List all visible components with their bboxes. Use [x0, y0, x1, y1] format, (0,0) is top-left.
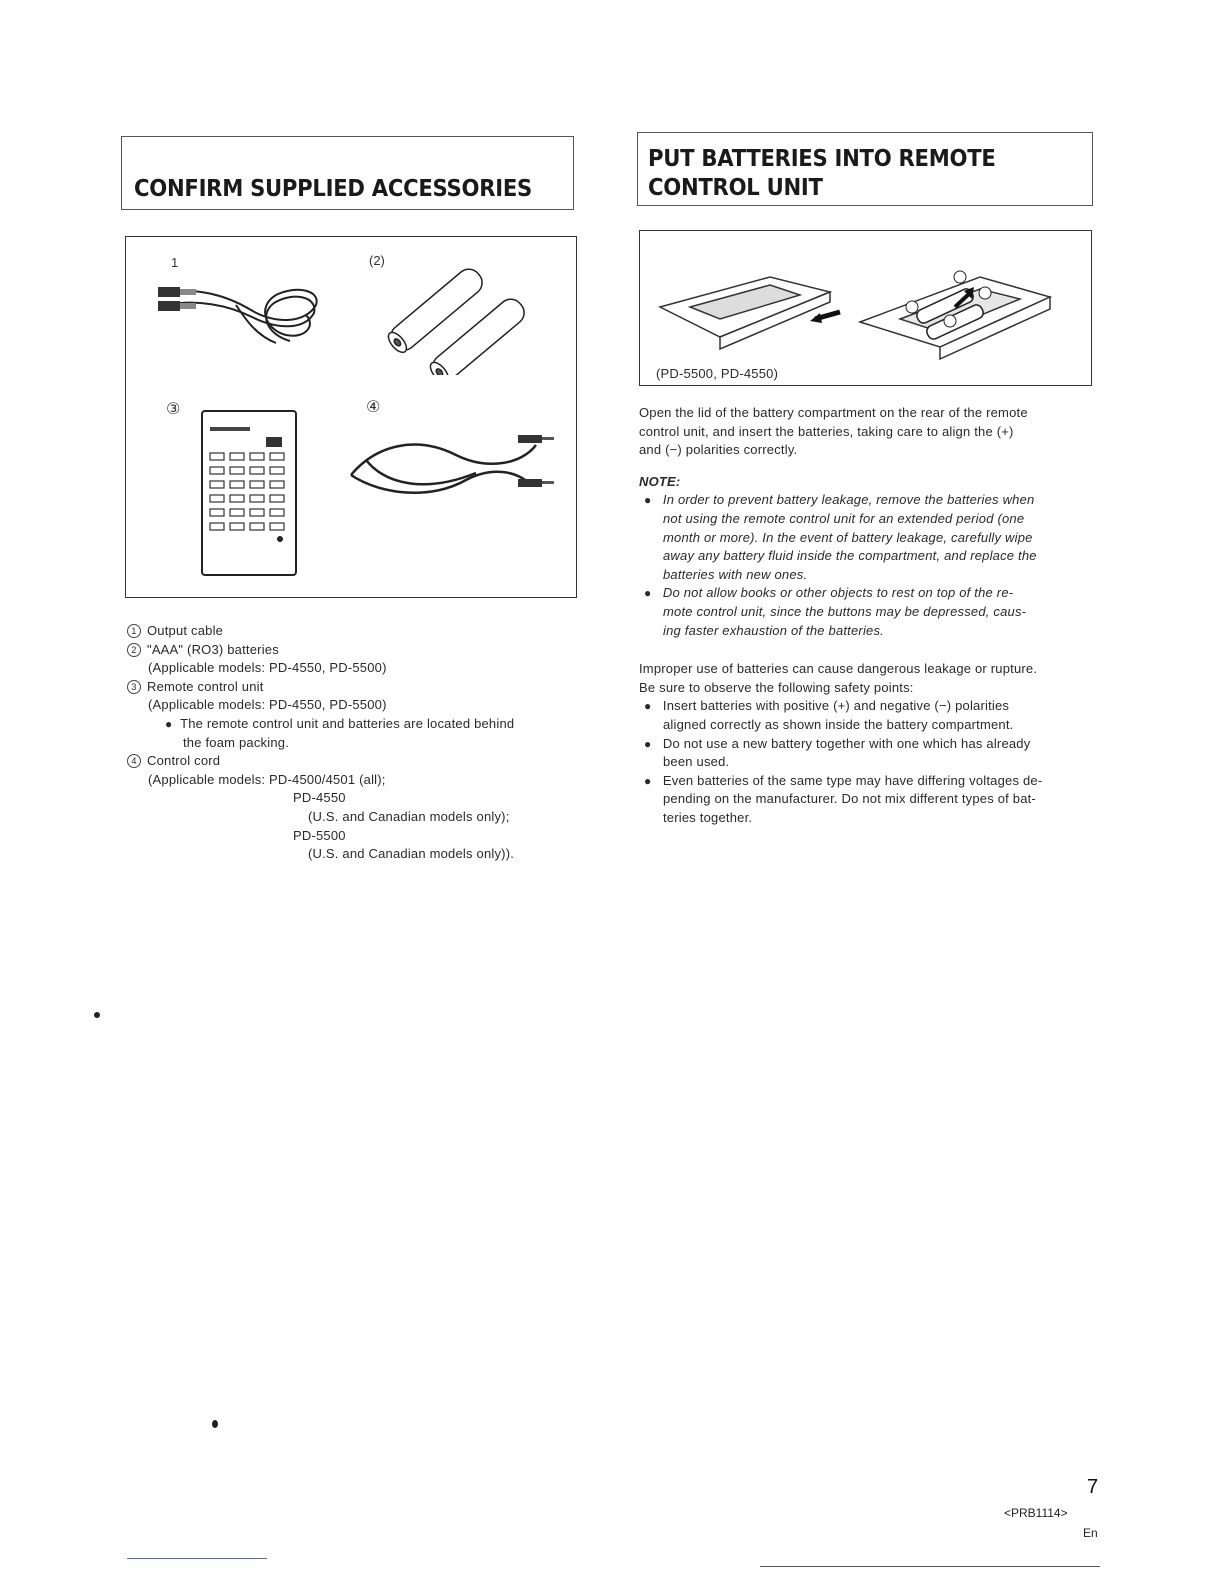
- intro-line: and (−) polarities correctly.: [639, 442, 798, 458]
- language-code: En: [1083, 1526, 1098, 1540]
- safety-line: teries together.: [663, 809, 753, 825]
- bullet-icon: ●: [644, 493, 652, 508]
- accessory-list: [127, 622, 587, 864]
- document-code: <PRB1114>: [1004, 1506, 1068, 1520]
- page-number: 7: [1087, 1476, 1099, 1498]
- right-heading-line1: PUT BATTERIES INTO REMOTE: [648, 146, 996, 172]
- figure-label-2: (2): [369, 253, 385, 268]
- note-line: batteries with new ones.: [663, 566, 808, 582]
- bottom-rule: [127, 1558, 267, 1559]
- list-item: (U.S. and Canadian models only)).: [308, 846, 515, 862]
- battery-compartment-illustration: [650, 237, 1080, 367]
- list-item-text: "AAA" (RO3) batteries: [147, 641, 279, 657]
- list-item-text: Remote control unit: [147, 678, 264, 694]
- note-line: ● Do not allow books or other objects to rest on top of the re-: [644, 585, 1014, 601]
- note-line: ing faster exhaustion of the batteries.: [663, 622, 884, 638]
- note-line: month or more). In the event of battery leakage, carefully wipe: [663, 529, 1033, 545]
- list-item-text: Output cable: [147, 623, 224, 638]
- bullet-icon: ●: [644, 586, 652, 601]
- list-item: [127, 715, 587, 734]
- remote-control-illustration: [200, 409, 300, 579]
- figure-label-4: ④: [366, 399, 381, 416]
- list-item: PD-4550: [293, 790, 346, 806]
- list-item: [127, 622, 587, 641]
- safety-line: ● Even batteries of the same type may have differing voltages de-: [644, 772, 1043, 788]
- right-heading-line2: CONTROL UNIT: [648, 175, 823, 201]
- output-cable-illustration: [156, 265, 326, 355]
- number-badge-4: 4: [127, 754, 141, 768]
- list-item: [127, 678, 587, 697]
- batteries-illustration: [366, 255, 536, 375]
- left-heading: CONFIRM SUPPLIED ACCESSORIES: [134, 176, 533, 202]
- list-item: (U.S. and Canadian models only);: [308, 808, 510, 824]
- number-badge-3: 3: [127, 680, 141, 694]
- safety-line: pending on the manufacturer. Do not mix different types of bat-: [663, 791, 1036, 807]
- safety-intro-line: Be sure to observe the following safety points:: [639, 679, 914, 695]
- list-item: (Applicable models: PD-4550, PD-5500): [148, 660, 387, 676]
- number-badge-1: 1: [127, 624, 141, 638]
- figure-caption: (PD-5500, PD-4550): [656, 366, 779, 381]
- list-item: PD-5500: [293, 827, 346, 843]
- intro-line: Open the lid of the battery compartment on the rear of the remote: [639, 405, 1028, 420]
- battery-instructions: [639, 404, 1099, 827]
- safety-line: aligned correctly as shown inside the battery compartment.: [663, 716, 1014, 732]
- safety-line: been used.: [663, 754, 730, 770]
- figure-label-3: ③: [166, 401, 181, 418]
- scan-mark: [94, 1012, 100, 1018]
- note-line: ● In order to prevent battery leakage, remove the batteries when: [644, 492, 1035, 508]
- bullet-icon: ●: [165, 716, 173, 731]
- figure-label-1: 1: [171, 255, 179, 270]
- list-item-text: Control cord: [147, 753, 221, 769]
- list-item: the foam packing.: [183, 734, 290, 750]
- note-line: not using the remote control unit for an extended period (one: [663, 510, 1025, 526]
- control-cord-illustration: [336, 425, 556, 515]
- bullet-icon: ●: [644, 699, 652, 714]
- safety-line: ● Do not use a new battery together with one which has already: [644, 735, 1031, 751]
- bottom-rule-right: [760, 1566, 1100, 1567]
- safety-line: ● Insert batteries with positive (+) and negative (−) polarities: [644, 698, 1010, 714]
- accessories-figure: [125, 236, 577, 598]
- note-title: NOTE:: [639, 473, 681, 489]
- list-item: (Applicable models: PD-4500/4501 (all);: [148, 771, 386, 787]
- safety-intro-line: Improper use of batteries can cause dangerous leakage or rupture.: [639, 661, 1038, 677]
- note-line: mote control unit, since the buttons may be depressed, caus-: [663, 603, 1027, 619]
- number-badge-2: 2: [127, 643, 141, 657]
- list-item: [127, 641, 587, 660]
- list-item: [127, 752, 587, 771]
- bullet-icon: ●: [644, 736, 652, 751]
- bullet-icon: ●: [644, 773, 652, 788]
- battery-insertion-figure: [639, 230, 1092, 386]
- list-item: (Applicable models: PD-4550, PD-5500): [148, 697, 387, 713]
- note-line: away any battery fluid inside the compartment, and replace the: [663, 548, 1037, 564]
- list-item-text: The remote control unit and batteries are located behind: [180, 715, 515, 731]
- intro-line: control unit, and insert the batteries, taking care to align the (+): [639, 423, 1014, 439]
- scan-mark: [212, 1420, 218, 1428]
